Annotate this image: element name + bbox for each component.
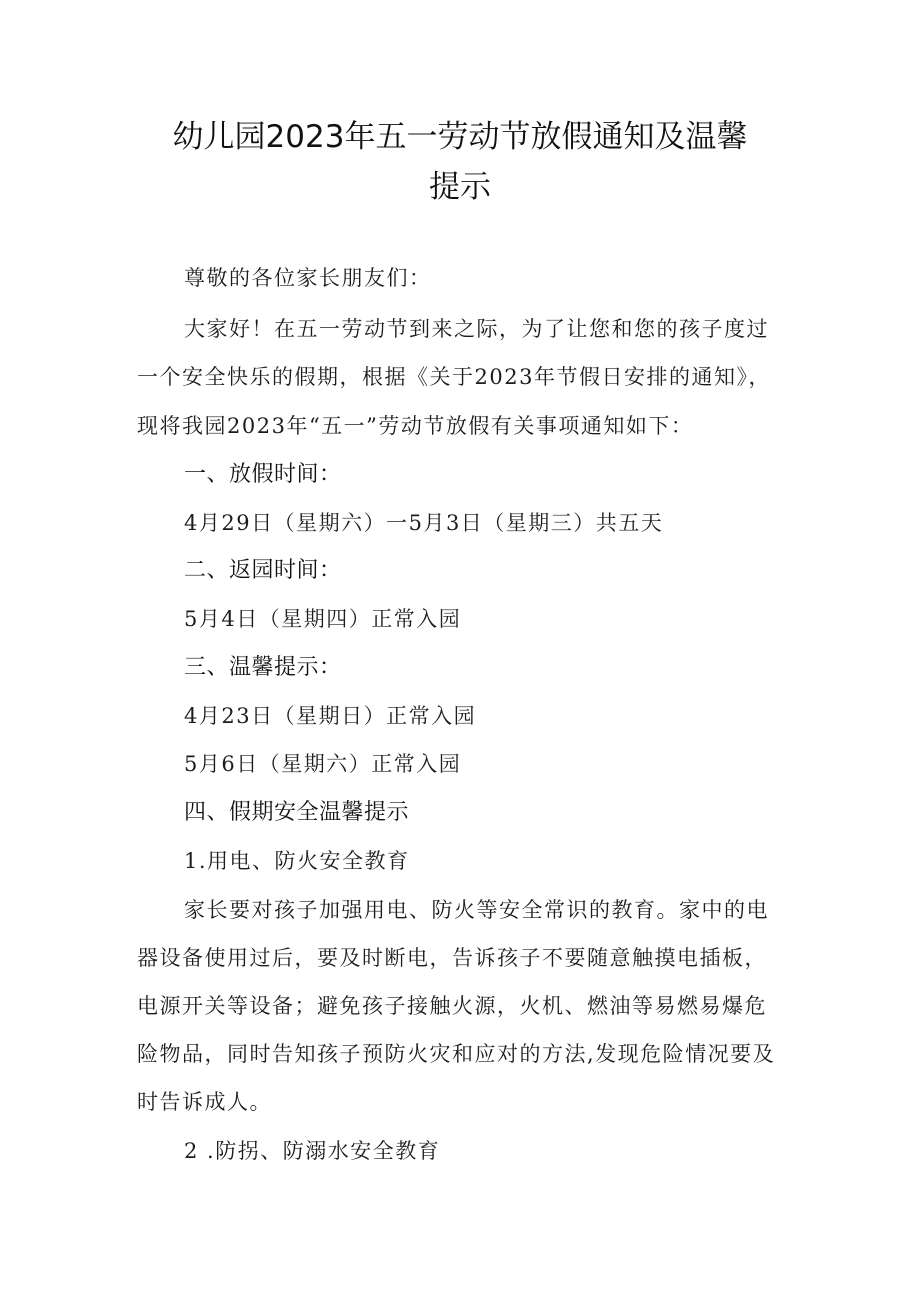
section-4-item-1-body-line-4: 险物品，同时告知孩子预防火灾和应对的方法,发现危险情况要及 xyxy=(137,1042,776,1066)
intro-line-2: 一个安全快乐的假期，根据《关于2023年节假日安排的通知》， xyxy=(137,365,771,389)
section-1-text: 4月29日（星期六）一5月3日（星期三）共五天 xyxy=(184,511,664,535)
document-title-line-1: 幼儿园2023年五一劳动节放假通知及温馨 xyxy=(172,119,748,155)
section-3-heading: 三、温馨提示： xyxy=(184,655,342,680)
intro-line-3: 现将我园2023年“五一”劳动节放假有关事项通知如下： xyxy=(137,414,694,438)
section-3-line-2: 5月6日（星期六）正常入园 xyxy=(184,752,462,776)
section-4-item-1-body-line-3: 电源开关等设备；避免孩子接触火源，火机、燃油等易燃易爆危 xyxy=(137,994,767,1018)
section-4-item-1-body-line-2: 器设备使用过后，要及时断电，告诉孩子不要随意触摸电插板， xyxy=(137,946,767,970)
section-2-heading: 二、返园时间： xyxy=(184,558,342,583)
section-3-line-1: 4月23日（星期日）正常入园 xyxy=(184,704,477,728)
section-1-heading: 一、放假时间： xyxy=(184,462,342,487)
section-2-text: 5月4日（星期四）正常入园 xyxy=(184,607,462,631)
section-4-item-1-body-line-1: 家长要对孩子加强用电、防火等安全常识的教育。家中的电 xyxy=(184,898,769,922)
section-4-item-1-title: 1.用电、防火安全教育 xyxy=(184,849,410,873)
section-4-item-1-body-line-5: 时告诉成人。 xyxy=(137,1090,272,1114)
intro-line-1: 大家好！在五一劳动节到来之际，为了让您和您的孩子度过 xyxy=(184,317,769,341)
salutation: 尊敬的各位家长朋友们： xyxy=(184,266,432,290)
section-4-item-2-title: 2 .防拐、防溺水安全教育 xyxy=(184,1139,441,1163)
document-title-line-2: 提示 xyxy=(429,169,491,205)
section-4-heading: 四、假期安全温馨提示 xyxy=(184,800,410,825)
